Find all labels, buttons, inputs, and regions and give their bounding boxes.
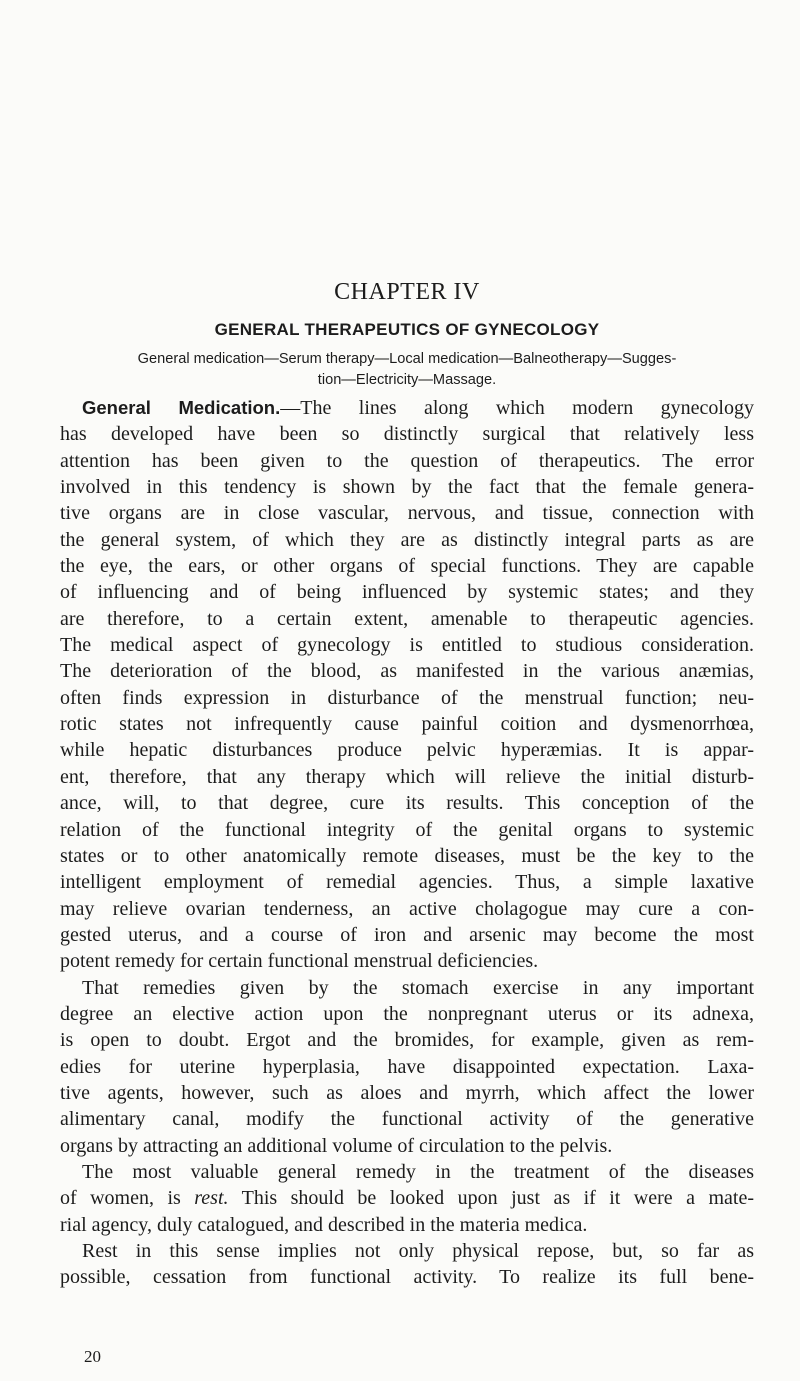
text-line: ance, will, to that degree, cure its results. This conception of the (60, 792, 754, 815)
text-line: possible, cessation from functional activity. To realize its full bene- (60, 1266, 754, 1289)
text-line: alimentary canal, modify the functional activity of the generative (60, 1108, 754, 1131)
text-line: often finds expression in disturbance of the menstrual function; neu- (60, 686, 754, 709)
text-line: the general system, of which they are as distinctly integral parts as are (60, 528, 754, 551)
text-line: rotic states not infrequently cause painful coition and dysmenorrhœa, (60, 713, 754, 736)
emphasis-rest: rest. (194, 1187, 229, 1210)
text-line: states or to other anatomically remote diseases, must be the key to the (60, 844, 754, 867)
text-line: involved in this tendency is shown by the fact that the female genera- (60, 476, 754, 499)
text-line: gested uterus, and a course of iron and arsenic may become the most (60, 923, 754, 946)
text-line: relation of the functional integrity of the genital organs to systemic (60, 818, 754, 841)
chapter-heading: CHAPTER IV (334, 279, 480, 305)
text-line: are therefore, to a certain extent, amenable to therapeutic agencies. (60, 607, 754, 630)
text-line: is open to doubt. Ergot and the bromides, for example, given as rem- (60, 1029, 754, 1052)
text-line: of women, is rest. This should be looked upon just as if it were a mate- (60, 1187, 754, 1210)
text-line: degree an elective action upon the nonpregnant uterus or its adnexa, (60, 1002, 754, 1025)
text-line: rial agency, duly catalogued, and described in the materia medica. (60, 1213, 588, 1236)
text-line: has developed have been so distinctly surgical that relatively less (60, 423, 754, 446)
synopsis-line: General medication—Serum therapy—Local medication—Balneotherapy—Sugges- (137, 351, 677, 367)
text-line: The most valuable general remedy in the treatment of the diseases (82, 1160, 754, 1183)
text-line: while hepatic disturbances produce pelvic hyperæmias. It is appar- (60, 739, 754, 762)
chapter-synopsis (60, 349, 754, 391)
text-line: of influencing and of being influenced by systemic states; and they (60, 581, 754, 604)
synopsis-line: tion—Electricity—Massage. (317, 372, 497, 388)
text-line: Rest in this sense implies not only physical repose, but, so far as (82, 1240, 754, 1262)
text-line: tive agents, however, such as aloes and myrrh, which affect the lower (60, 1081, 754, 1104)
text-line: The medical aspect of gynecology is entitled to studious consideration. (60, 634, 754, 657)
text-line: That remedies given by the stomach exercise in any important (82, 976, 754, 999)
text-line: may relieve ovarian tenderness, an active cholagogue may cure a con- (60, 897, 754, 920)
section-lead-in: General Medication. (82, 397, 281, 418)
page-number: 20 (84, 1347, 101, 1366)
body-text (60, 395, 754, 1291)
text-line: attention has been given to the question of therapeutics. The error (60, 449, 754, 472)
text-line: potent remedy for certain functional menstrual deficiencies. (60, 950, 539, 973)
text-line: intelligent employment of remedial agencies. Thus, a simple laxative (60, 871, 754, 894)
text-line: edies for uterine hyperplasia, have disappointed expectation. Laxa- (60, 1055, 754, 1078)
text-line: The deterioration of the blood, as manifested in the various anæmias, (60, 660, 754, 683)
text-line: organs by attracting an additional volume of circulation to the pelvis. (60, 1134, 613, 1157)
text-line: tive organs are in close vascular, nervous, and tissue, connection with (60, 502, 754, 525)
text-line: ent, therefore, that any therapy which will relieve the initial disturb- (60, 765, 754, 788)
chapter-title: GENERAL THERAPEUTICS OF GYNECOLOGY (214, 320, 600, 339)
text-line: the eye, the ears, or other organs of special functions. They are capable (60, 555, 754, 578)
text-line: General Medication.—The lines along which modern gynecology (82, 397, 754, 419)
